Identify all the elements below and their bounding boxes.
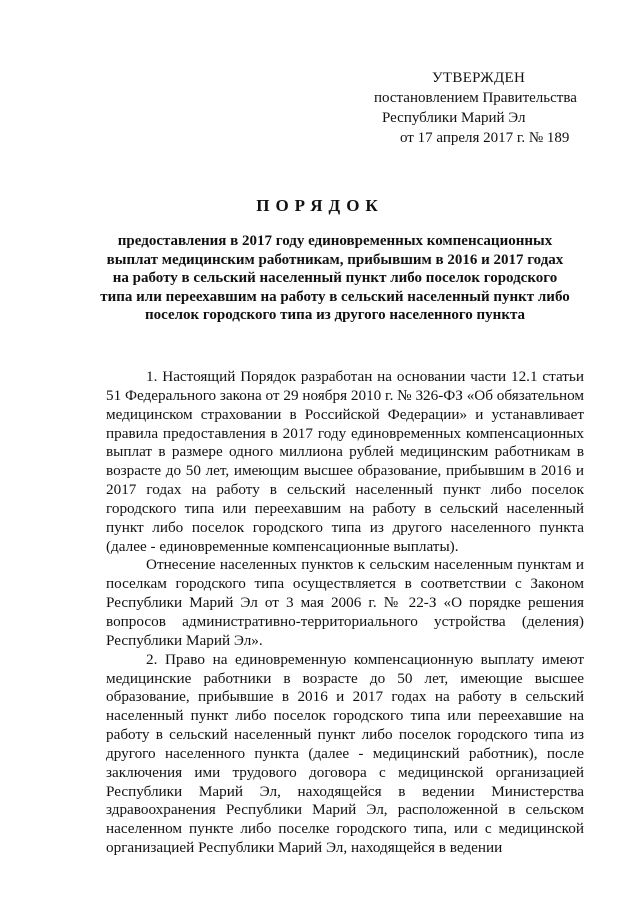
paragraph-1: 1. Настоящий Порядок разработан на основании части 12.1 статьи 51 Федерального закона от 29 ноября 2010 г. № 326-ФЗ «Об обязательном медицинском страховании в Российской Федерации» и устанавливает правила предоставления в 2017 году единовременных компенсационных выплат в размере одного миллиона рублей медицинским работникам в возрасте до 50 лет, имеющим высшее образование, прибывшим в 2016 и 2017 годах на работу в сельский населенный пункт либо поселок городского типа или переехавшим на работу в сельский населенный пункт либо поселок городского типа из другого населенного пункта (далее - единовременные компенсационные выплаты). <box>106 368 584 555</box>
document-title: ПОРЯДОК <box>256 196 384 215</box>
paragraph-3: 2. Право на единовременную компенсационную выплату имеют медицинские работники в возрасте до 50 лет, имеющие высшее образование, прибывшие в 2016 и 2017 годах на работу в сельский населенный пункт либо поселок городского типа или переехавшие на работу в сельский населенный пункт либо поселок городского типа из другого населенного пункта (далее - медицинский работник), после заключения ими трудового договора с медицинской организацией Республики Марий Эл, находящейся в ведении Министерства здравоохранения Республики Марий Эл, расположенной в сельском населенном пункте либо поселке городского типа, или с медицинской организацией Республики Марий Эл, находящейся в ведении <box>106 650 584 857</box>
document-body <box>106 368 584 858</box>
document-subtitle: предоставления в 2017 году единовременных компенсационных выплат медицинским работникам, прибывшим в 2016 и 2017 годах на работу в сельский населенный пункт либо поселок городского типа или переехавшим на работу в сельский населенный пункт либо поселок городского типа из другого населенного пункта <box>100 233 570 324</box>
approval-decree-line: постановлением Правительства <box>374 90 577 106</box>
paragraph-2: Отнесение населенных пунктов к сельским населенным пунктам и поселкам городского типа осуществляется в соответствии с Законом Республики Марий Эл от 3 мая 2006 г. № 22-З «О порядке решения вопросов административно-территориального устройства (деления) Республики Марий Эл». <box>106 556 584 649</box>
approval-stamp <box>372 68 612 148</box>
approval-date-line: от 17 апреля 2017 г. № 189 <box>400 130 570 146</box>
approval-title: УТВЕРЖДЕН <box>432 70 526 86</box>
approval-republic-line: Республики Марий Эл <box>382 110 526 126</box>
